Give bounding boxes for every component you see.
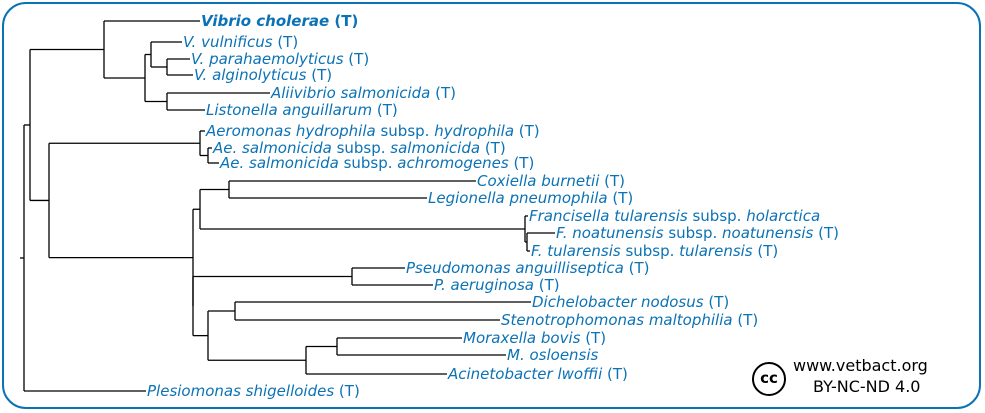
taxon-name: hydrophila [434, 122, 515, 140]
taxon-labels [147, 12, 839, 400]
taxon-label [219, 154, 534, 172]
taxon-label [507, 346, 599, 364]
taxon-label [531, 242, 778, 260]
taxon-label [556, 224, 839, 242]
taxon-qualifier: (T) [602, 365, 628, 383]
taxon-qualifier: subsp. [338, 154, 398, 172]
taxon-qualifier: (T) [306, 66, 333, 84]
taxon-label [463, 329, 606, 347]
taxon-label [532, 293, 729, 311]
taxon-qualifier: (T) [514, 122, 540, 140]
taxon-qualifier: (T) [534, 276, 560, 294]
taxon-name: holarctica [746, 207, 821, 225]
taxon-qualifier: (T) [343, 50, 370, 68]
taxon-name: Dichelobacter nodosus [532, 293, 704, 311]
taxon-label [183, 33, 298, 51]
taxon-name: Legionella pneumophila [428, 189, 608, 207]
taxon-name: P. aeruginosa [434, 276, 534, 294]
taxon-label [270, 84, 456, 102]
taxon-name: Pseudomonas anguilliseptica [406, 259, 624, 277]
taxon-name: noatunensis [722, 224, 814, 242]
taxon-name: achromogenes [397, 154, 509, 172]
taxon-name: Moraxella bovis [463, 329, 581, 347]
taxon-name: salmonicida [390, 139, 481, 157]
taxon-name: V. vulnificus [183, 33, 273, 51]
taxon-name: tularensis [679, 242, 753, 260]
cc-license-icon: cc [752, 362, 786, 396]
taxon-qualifier: (T) [599, 172, 626, 190]
taxon-name: Francisella tularensis [529, 207, 688, 225]
taxon-qualifier: subsp. [375, 122, 435, 140]
license-terms: BY-NC-ND 4.0 [813, 377, 921, 396]
taxon-qualifier: (T) [607, 189, 634, 207]
taxon-qualifier: (T) [480, 139, 506, 157]
taxon-label [406, 259, 649, 277]
taxon-qualifier: (T) [508, 154, 535, 172]
taxon-qualifier: subsp. [663, 224, 723, 242]
taxon-qualifier: subsp. [687, 207, 747, 225]
taxon-name: Ae. salmonicida [213, 139, 332, 157]
taxon-name: Aeromonas hydrophila [206, 122, 376, 140]
license-site: www.vetbact.org [793, 356, 928, 375]
taxon-name: Aliivibrio salmonicida [271, 84, 431, 102]
taxon-label [147, 382, 360, 400]
taxon-name: Plesiomonas shigelloides [147, 382, 335, 400]
taxon-name: Vibrio cholerae [201, 12, 330, 30]
taxon-qualifier: subsp. [331, 139, 391, 157]
taxon-name: Stenotrophomonas maltophilia [501, 311, 733, 329]
taxon-label [529, 207, 820, 225]
taxon-qualifier: (T) [272, 33, 299, 51]
taxon-label [501, 311, 758, 329]
taxon-name: Ae. salmonicida [220, 154, 339, 172]
taxon-label [194, 66, 332, 84]
taxon-qualifier: (T) [623, 259, 650, 277]
taxon-label [477, 172, 625, 190]
taxon-label [428, 189, 633, 207]
taxon-qualifier: subsp. [620, 242, 680, 260]
taxon-qualifier: (T) [372, 101, 398, 119]
taxon-label [206, 101, 398, 119]
taxon-name: Listonella anguillarum [206, 101, 373, 119]
taxon-name: Acinetobacter lwoffii [448, 365, 603, 383]
taxon-qualifier: (T) [703, 293, 730, 311]
taxon-qualifier: (T) [752, 242, 779, 260]
taxon-name: Coxiella burnetii [477, 172, 600, 190]
taxon-qualifier: (T) [334, 382, 360, 400]
taxon-name: F. noatunensis [556, 224, 664, 242]
taxon-qualifier: (T) [580, 329, 607, 347]
taxon-name: F. tularensis [531, 242, 621, 260]
taxon-label [201, 12, 358, 30]
taxon-qualifier: (T) [732, 311, 759, 329]
taxon-name: V. alginolyticus [194, 66, 307, 84]
taxon-name: V. parahaemolyticus [191, 50, 344, 68]
taxon-label [434, 276, 560, 294]
taxon-label [447, 365, 628, 383]
taxon-name: M. osloensis [507, 346, 599, 364]
taxon-qualifier: (T) [329, 12, 359, 30]
taxon-qualifier: (T) [430, 84, 457, 102]
taxon-qualifier: (T) [813, 224, 839, 242]
taxon-label [205, 122, 540, 140]
